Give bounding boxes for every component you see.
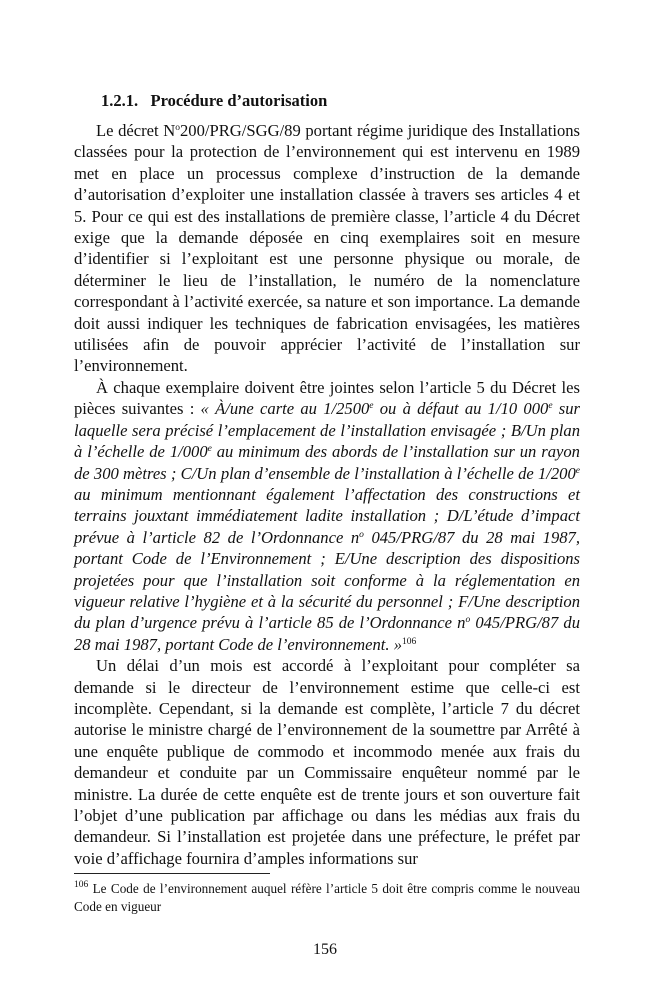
paragraph-3: Un délai d’un mois est accordé à l’exploitant pour compléter sa demande si le directeur de l’environnement estime que celle-ci est incomplète. Cependant, si la demande est complète, l’article 7 du décret autorise le ministre chargé de l’environnement de la soumettre par Arrêté à une enquête publique de commodo et incommodo menée aux frais du demandeur et conduite par un Commissaire enquêteur nommé par le ministre. La durée de cette enquête est de trente jours et son ouverture fait l’objet d’une publication par affichage ou dans les médias aux frais du demandeur. Si l’installation est projetée dans une préfecture, le préfet par voie d’affichage fournira d’amples informations sur <box>74 656 580 868</box>
superscript: o <box>359 529 364 540</box>
footnote-text: Le Code de l’environnement auquel réfère l’article 5 doit être compris comme le nouveau Code en vigueur <box>74 881 580 914</box>
quote-part: « À/une carte au 1/2500 <box>200 399 370 419</box>
footnote-reference[interactable]: 106 <box>402 636 417 647</box>
paragraph-1 <box>74 120 580 377</box>
quote-part: sur laquelle sera précisé l’emplacement de l’installation envisagée ; B/Un plan à l’échelle de 1/000 <box>74 399 580 462</box>
section-number: 1.2.1. <box>101 91 139 110</box>
footnote-number: 106 <box>74 880 89 890</box>
quote-part: 045/PRG/87 du 28 mai 1987, portant Code de l’Environnement ; E/Une description des dispositions projetées pour que l’installation soit conforme à la réglementation en vigueur relative l’hygiène et à la sécurité du personnel ; F/Une description du plan d’urgence prévu à l’article 85 de l’Ordonnance n <box>74 527 580 633</box>
page-number: 156 <box>313 941 337 958</box>
paragraph-1-text-b: 200/PRG/SGG/89 portant régime juridique des Installations classées pour la protection de l’environnement qui est intervenu en 1989 met en place un processus complexe d’instruction de la demande d’autorisation d’exploiter une installation classée à travers ses articles 4 et 5. Pour ce qui est des installations de première classe, l’article 4 du Décret exige que la demande déposée en cinq exemplaires soit en mesure d’identifier si l’exploitant est une personne physique ou morale, de déterminer le lieu de l’installation, le numéro de la nomenclature correspondant à l’activité exercée, sa nature et son importance. La demande doit aussi indiquer les techniques de fabrication envisagées, les matières utilisées afin de pouvoir apprécier l’activité de l’installation sur l’environnement. <box>74 121 581 376</box>
quote-part: 045/PRG/87 du 28 mai 1987, portant Code de l’environnement. » <box>74 613 580 654</box>
quote-part: ou à défaut au 1/10 000 <box>373 399 549 419</box>
section-title: Procédure d’autorisation <box>150 91 328 110</box>
quotation <box>74 399 580 653</box>
paragraph-1-text-a: Le décret N <box>96 121 176 140</box>
paragraph-2-intro: À chaque exemplaire doivent être jointes selon l’article 5 du Décret les pièces suivantes : <box>74 377 580 419</box>
quote-part: au minimum des abords de l’installation sur un rayon de 300 mètres ; C/Un plan d’ensemble de l’installation à l’échelle de 1/200 <box>74 442 580 483</box>
quote-part: au minimum mentionnant également l’affectation des constructions et terrains jouxtant immédiatement ladite installation ; D/L’étude d’impact prévue à l’article 82 de l’Ordonnance n <box>74 484 580 547</box>
superscript: e <box>207 444 212 455</box>
superscript: e <box>548 401 553 412</box>
section-heading <box>101 90 580 112</box>
footnote <box>74 880 580 916</box>
footnote-divider <box>74 873 270 874</box>
superscript: e <box>369 401 374 412</box>
superscript: o <box>465 615 471 626</box>
superscript-o: o <box>175 123 180 133</box>
page-body <box>74 90 580 869</box>
superscript: e <box>575 465 580 476</box>
paragraph-2 <box>74 377 580 655</box>
